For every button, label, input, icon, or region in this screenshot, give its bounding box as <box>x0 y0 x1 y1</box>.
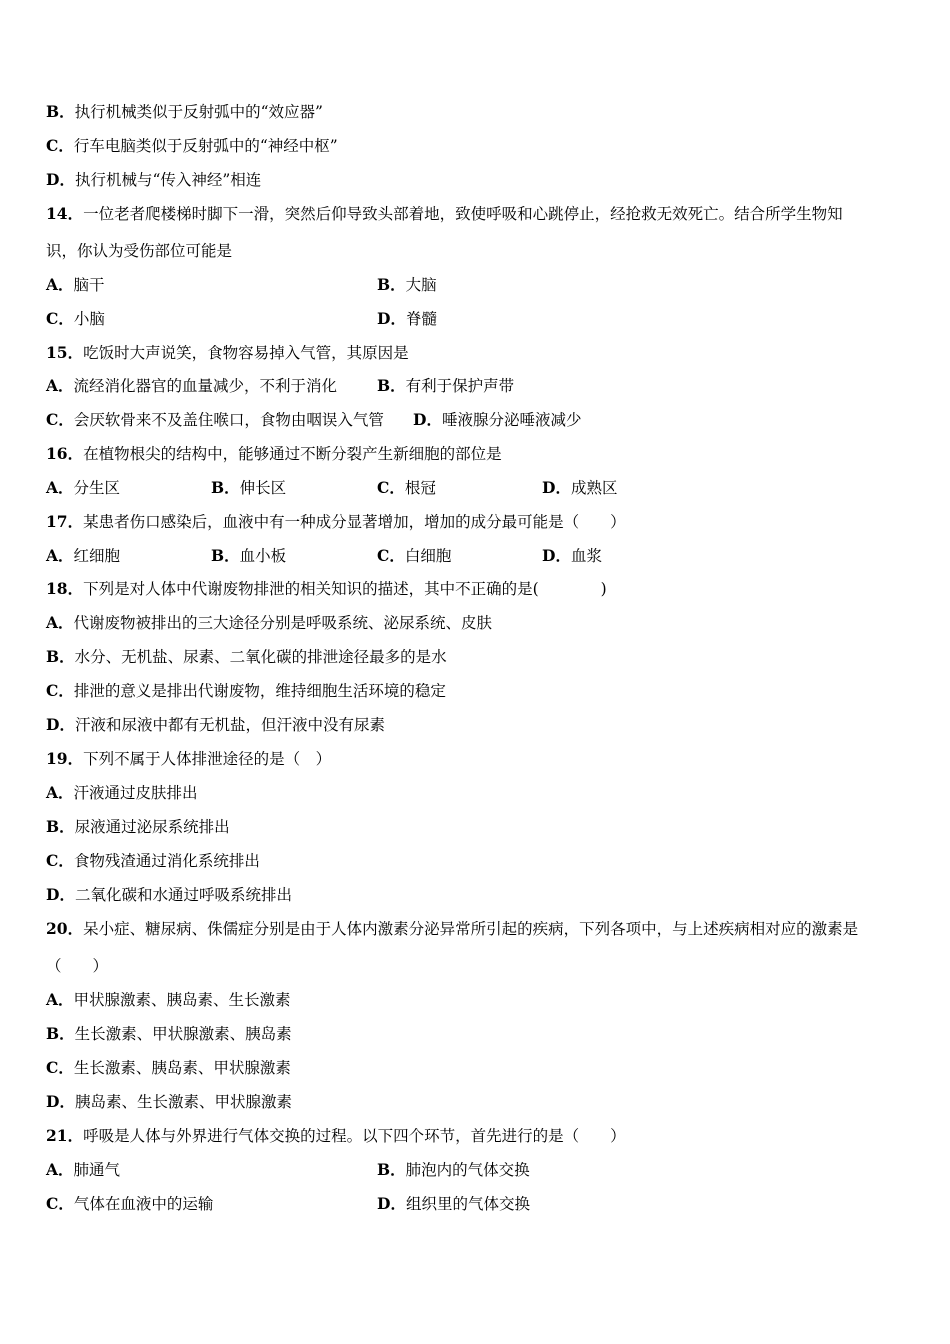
item-label: D． <box>377 309 406 328</box>
item-text: 唾液腺分泌唾液减少 <box>441 411 582 429</box>
item-text: 吃饭时大声说笑，食物容易掉入气管，其原因是 <box>83 344 409 362</box>
question-item <box>46 477 120 499</box>
item-label: D． <box>46 715 75 734</box>
item-text: 气体在血液中的运输 <box>73 1195 214 1213</box>
item-text: 生长激素、甲状腺激素、胰岛素 <box>74 1025 292 1043</box>
item-label: D． <box>542 478 571 497</box>
item-text: 生长激素、胰岛素、甲状腺激素 <box>73 1059 291 1077</box>
item-label: A． <box>46 275 74 294</box>
item-text: 成熟区 <box>570 479 618 497</box>
item-text: 甲状腺激素、胰岛素、生长激素 <box>73 991 291 1009</box>
item-text: 组织里的气体交换 <box>405 1195 530 1213</box>
item-text: 在植物根尖的结构中，能够通过不断分裂产生新细胞的部位是 <box>83 445 502 463</box>
question-item <box>46 646 447 668</box>
item-label: C． <box>46 1194 74 1213</box>
item-text: 二氧化碳和水通过呼吸系统排出 <box>74 886 292 904</box>
question-item <box>46 409 384 431</box>
item-label: A． <box>46 478 74 497</box>
item-label: B． <box>46 817 75 836</box>
item-text: 脊髓 <box>405 310 437 328</box>
question-item <box>377 1159 530 1181</box>
item-text: 肺通气 <box>73 1161 121 1179</box>
item-label: B． <box>377 1160 406 1179</box>
question-item <box>377 375 514 397</box>
item-label: D． <box>46 170 75 189</box>
question-item <box>46 1057 291 1079</box>
question-item <box>46 545 120 567</box>
question-item <box>46 714 385 736</box>
item-text: 流经消化器官的血量减少，不利于消化 <box>73 377 338 395</box>
question-item <box>377 545 451 567</box>
question-item <box>211 477 286 499</box>
item-text: 一位老者爬楼梯时脚下一滑，突然后仰导致头部着地，致使呼吸和心跳停止，经抢救无效死亡。结合所学生物知 <box>83 205 843 223</box>
item-text: 根冠 <box>404 479 436 497</box>
item-label: A． <box>46 990 74 1009</box>
item-label: C． <box>46 851 74 870</box>
question-item <box>46 342 409 364</box>
item-text: 排泄的意义是排出代谢废物，维持细胞生活环境的稳定 <box>73 682 446 700</box>
item-label: D． <box>377 1194 406 1213</box>
question-item <box>46 135 338 157</box>
item-text: 胰岛素、生长激素、甲状腺激素 <box>74 1093 292 1111</box>
item-text: 红细胞 <box>73 547 121 565</box>
question-item <box>46 375 337 397</box>
item-text: 汗液和尿液中都有无机盐，但汗液中没有尿素 <box>74 716 385 734</box>
question-item <box>377 308 437 330</box>
question-item <box>377 274 437 296</box>
item-label: 17． <box>46 512 84 531</box>
question-item <box>46 748 331 770</box>
question-item <box>377 477 436 499</box>
item-text: 食物残渣通过消化系统排出 <box>73 852 260 870</box>
item-label: 21． <box>46 1126 84 1145</box>
question-item <box>377 1193 530 1215</box>
question-item <box>46 1193 213 1215</box>
item-text: 肺泡内的气体交换 <box>405 1161 530 1179</box>
item-label: C． <box>377 478 405 497</box>
item-text: 执行机械与“传入神经”相连 <box>74 171 262 189</box>
item-text: 有利于保护声带 <box>405 377 515 395</box>
question-item <box>46 918 858 940</box>
item-text: 某患者伤口感染后，血液中有一种成分显著增加，增加的成分最可能是（ ） <box>83 513 626 531</box>
item-label: A． <box>46 783 74 802</box>
item-label: B． <box>211 546 240 565</box>
question-item <box>46 612 492 634</box>
question-item <box>46 203 843 225</box>
question-item <box>46 511 626 533</box>
item-label: B． <box>211 478 240 497</box>
item-text: 白细胞 <box>404 547 452 565</box>
continuation-text <box>46 955 108 977</box>
question-item <box>46 884 292 906</box>
item-label: 15． <box>46 343 84 362</box>
item-text: 尿液通过泌尿系统排出 <box>74 818 230 836</box>
item-label: C． <box>46 681 74 700</box>
question-item <box>542 545 602 567</box>
item-label: C． <box>377 546 405 565</box>
item-label: A． <box>46 613 74 632</box>
item-text: 代谢废物被排出的三大途径分别是呼吸系统、泌尿系统、皮肤 <box>73 614 493 632</box>
item-text: 小脑 <box>73 310 105 328</box>
item-text: 分生区 <box>73 479 121 497</box>
item-text: 脑干 <box>73 276 105 294</box>
item-label: B． <box>46 1024 75 1043</box>
item-label: 19． <box>46 749 84 768</box>
item-text: （ ） <box>46 957 109 975</box>
question-item <box>46 1023 292 1045</box>
item-text: 伸长区 <box>239 479 287 497</box>
item-label: B． <box>46 647 75 666</box>
item-label: 20． <box>46 919 84 938</box>
question-item <box>211 545 286 567</box>
item-text: 汗液通过皮肤排出 <box>73 784 198 802</box>
item-text: 行车电脑类似于反射弧中的“神经中枢” <box>73 137 338 155</box>
question-item <box>46 443 502 465</box>
item-text: 大脑 <box>405 276 437 294</box>
item-text: 水分、无机盐、尿素、二氧化碳的排泄途径最多的是水 <box>74 648 447 666</box>
item-text: 血小板 <box>239 547 287 565</box>
question-item <box>46 169 261 191</box>
item-label: D． <box>46 885 75 904</box>
continuation-text <box>46 240 232 262</box>
item-label: B． <box>377 275 406 294</box>
question-item <box>46 850 260 872</box>
item-label: 14． <box>46 204 84 223</box>
item-text: 下列是对人体中代谢废物排泄的相关知识的描述，其中不正确的是( ) <box>83 580 607 598</box>
question-item <box>46 101 323 123</box>
item-label: C． <box>46 1058 74 1077</box>
item-text: 识，你认为受伤部位可能是 <box>46 242 233 260</box>
item-label: B． <box>46 102 75 121</box>
question-item <box>413 409 581 431</box>
item-text: 呼吸是人体与外界进行气体交换的过程。以下四个环节，首先进行的是（ ） <box>83 1127 626 1145</box>
item-text: 会厌软骨来不及盖住喉口，食物由咽误入气管 <box>73 411 384 429</box>
item-label: A． <box>46 546 74 565</box>
question-item <box>542 477 617 499</box>
item-label: D． <box>413 410 442 429</box>
question-item <box>46 989 291 1011</box>
item-label: 18． <box>46 579 84 598</box>
item-text: 下列不属于人体排泄途径的是（ ） <box>83 750 332 768</box>
item-label: C． <box>46 136 74 155</box>
item-label: D． <box>542 546 571 565</box>
item-label: C． <box>46 309 74 328</box>
question-item <box>46 274 105 296</box>
item-label: A． <box>46 1160 74 1179</box>
question-item <box>46 578 607 600</box>
question-item <box>46 1091 292 1113</box>
item-label: B． <box>377 376 406 395</box>
item-text: 执行机械类似于反射弧中的“效应器” <box>74 103 323 121</box>
question-item <box>46 816 230 838</box>
question-item <box>46 782 198 804</box>
question-item <box>46 680 446 702</box>
item-text: 呆小症、糖尿病、侏儒症分别是由于人体内激素分泌异常所引起的疾病，下列各项中，与上述疾病相对应的激素是 <box>83 920 859 938</box>
question-item <box>46 308 105 330</box>
item-label: D． <box>46 1092 75 1111</box>
question-item <box>46 1159 120 1181</box>
item-text: 血浆 <box>570 547 602 565</box>
item-label: A． <box>46 376 74 395</box>
question-item <box>46 1125 626 1147</box>
item-label: C． <box>46 410 74 429</box>
item-label: 16． <box>46 444 84 463</box>
